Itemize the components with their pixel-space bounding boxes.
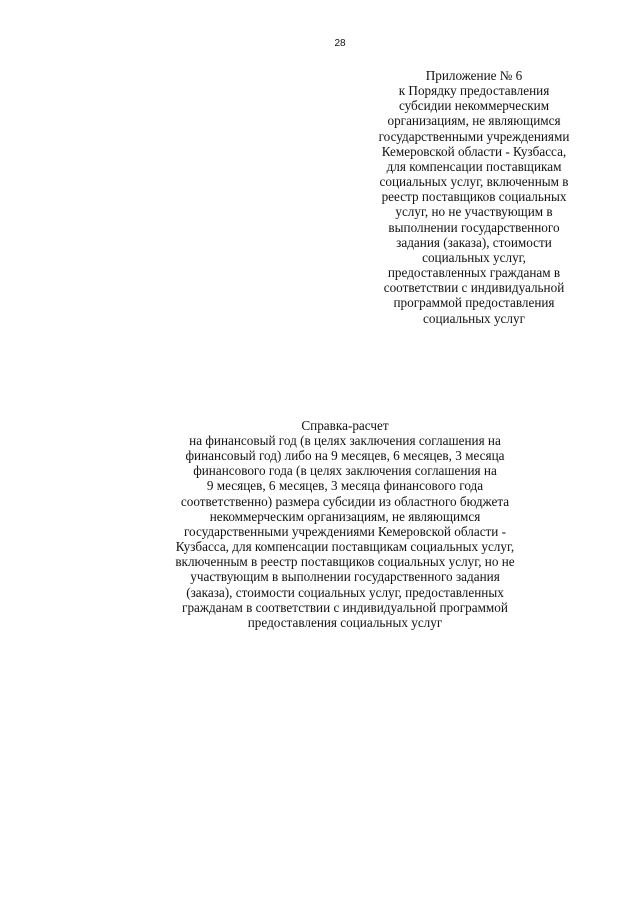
appendix-line: для компенсации поставщикам [386, 158, 562, 174]
appendix-line: к Порядку предоставления [398, 83, 550, 99]
appendix-line: соответствии с индивидуальной [383, 280, 565, 296]
appendix-line: реестр поставщиков социальных [381, 189, 567, 205]
subtitle-line: гражданам в соответствии с индивидуальной программой [182, 599, 508, 615]
appendix-line: услуг, но не участвующим в [395, 204, 553, 220]
appendix-line: субсидии некоммерческим [398, 98, 550, 114]
subtitle-line: соответственно) размера субсидии из областного бюджета [180, 493, 510, 509]
subtitle-line: (заказа), стоимости социальных услуг, предоставленных [186, 584, 504, 600]
subtitle-line: 9 месяцев, 6 месяцев, 3 месяца финансового года [206, 478, 484, 494]
subtitle-line: финансовый год) либо на 9 месяцев, 6 месяцев, 3 месяца [185, 448, 505, 464]
appendix-line: государственными учреждениями [378, 128, 570, 144]
page-number: 28 [334, 38, 346, 49]
appendix-header [356, 68, 592, 326]
appendix-line: Кемеровской области - Кузбасса, [381, 143, 567, 159]
appendix-line: программой предоставления [393, 295, 555, 311]
subtitle-line: некоммерческим организациям, не являющимся [209, 508, 481, 524]
subtitle-line: финансового года (в целях заключения соглашения на [193, 463, 497, 479]
subtitle-line: на финансовый год (в целях заключения соглашения на [189, 433, 501, 448]
subtitle-line: включенным в реестр поставщиков социальных услуг, но не [175, 554, 515, 570]
subtitle-line: участвующим в выполнении государственного задания [190, 569, 500, 585]
subtitle-line: Кузбасса, для компенсации поставщикам социальных услуг, [175, 539, 515, 555]
appendix-line: социальных услуг [423, 310, 525, 326]
appendix-line: Приложение № 6 [425, 68, 523, 83]
subtitle-line: предоставления социальных услуг [247, 614, 443, 630]
appendix-line: задания (заказа), стоимости [396, 234, 552, 250]
appendix-line: предоставленных гражданам в [387, 265, 561, 281]
document-title: Справка-расчет [301, 418, 389, 433]
appendix-line: социальных услуг, включенным в [379, 174, 569, 190]
document-subtitle [0, 433, 640, 630]
appendix-line: организациям, не являющимся [387, 113, 561, 129]
appendix-line: выполнении государственного [388, 219, 560, 235]
subtitle-line: государственными учреждениями Кемеровской области - [183, 523, 507, 539]
appendix-line: социальных услуг, [422, 249, 526, 265]
